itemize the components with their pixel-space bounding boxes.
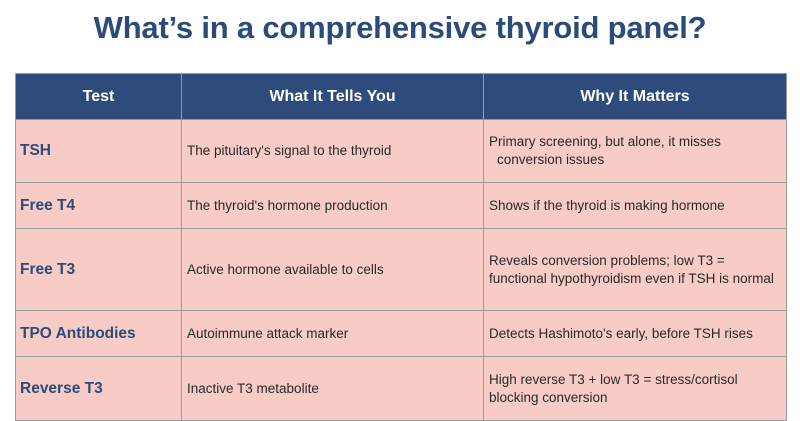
why-it-matters-cell: Reveals conversion problems; low T3 = functional hypothyroidism even if TSH is normal bbox=[484, 229, 787, 311]
table-row bbox=[16, 229, 787, 311]
what-it-tells-cell: Inactive T3 metabolite bbox=[182, 357, 484, 421]
test-name-cell: Free T3 bbox=[16, 229, 182, 311]
table-row bbox=[16, 357, 787, 421]
why-it-matters-cell bbox=[484, 120, 787, 183]
why-it-matters-line: conversion issues bbox=[497, 152, 605, 167]
thyroid-panel-table bbox=[15, 73, 787, 421]
table-row bbox=[16, 183, 787, 229]
page-title: What’s in a comprehensive thyroid panel? bbox=[93, 10, 707, 45]
what-it-tells-cell: The pituitary's signal to the thyroid bbox=[182, 120, 484, 183]
test-name-cell: Reverse T3 bbox=[16, 357, 182, 421]
why-it-matters-cell: Shows if the thyroid is making hormone bbox=[484, 183, 787, 229]
column-header-test: Test bbox=[16, 74, 182, 120]
column-header-why-it-matters: Why It Matters bbox=[484, 74, 787, 120]
test-name-cell: Free T4 bbox=[16, 183, 182, 229]
what-it-tells-cell: Active hormone available to cells bbox=[182, 229, 484, 311]
what-it-tells-cell: The thyroid's hormone production bbox=[182, 183, 484, 229]
why-it-matters-cell: Detects Hashimoto's early, before TSH rises bbox=[484, 311, 787, 357]
table-row bbox=[16, 120, 787, 183]
test-name-cell: TPO Antibodies bbox=[16, 311, 182, 357]
table-row bbox=[16, 311, 787, 357]
why-it-matters-cell: High reverse T3 + low T3 = stress/cortisol blocking conversion bbox=[484, 357, 787, 421]
test-name-cell: TSH bbox=[16, 120, 182, 183]
why-it-matters-line: Primary screening, but alone, it misses bbox=[489, 134, 721, 149]
table-header-row bbox=[16, 74, 787, 120]
what-it-tells-cell: Autoimmune attack marker bbox=[182, 311, 484, 357]
column-header-what-it-tells-you: What It Tells You bbox=[182, 74, 484, 120]
